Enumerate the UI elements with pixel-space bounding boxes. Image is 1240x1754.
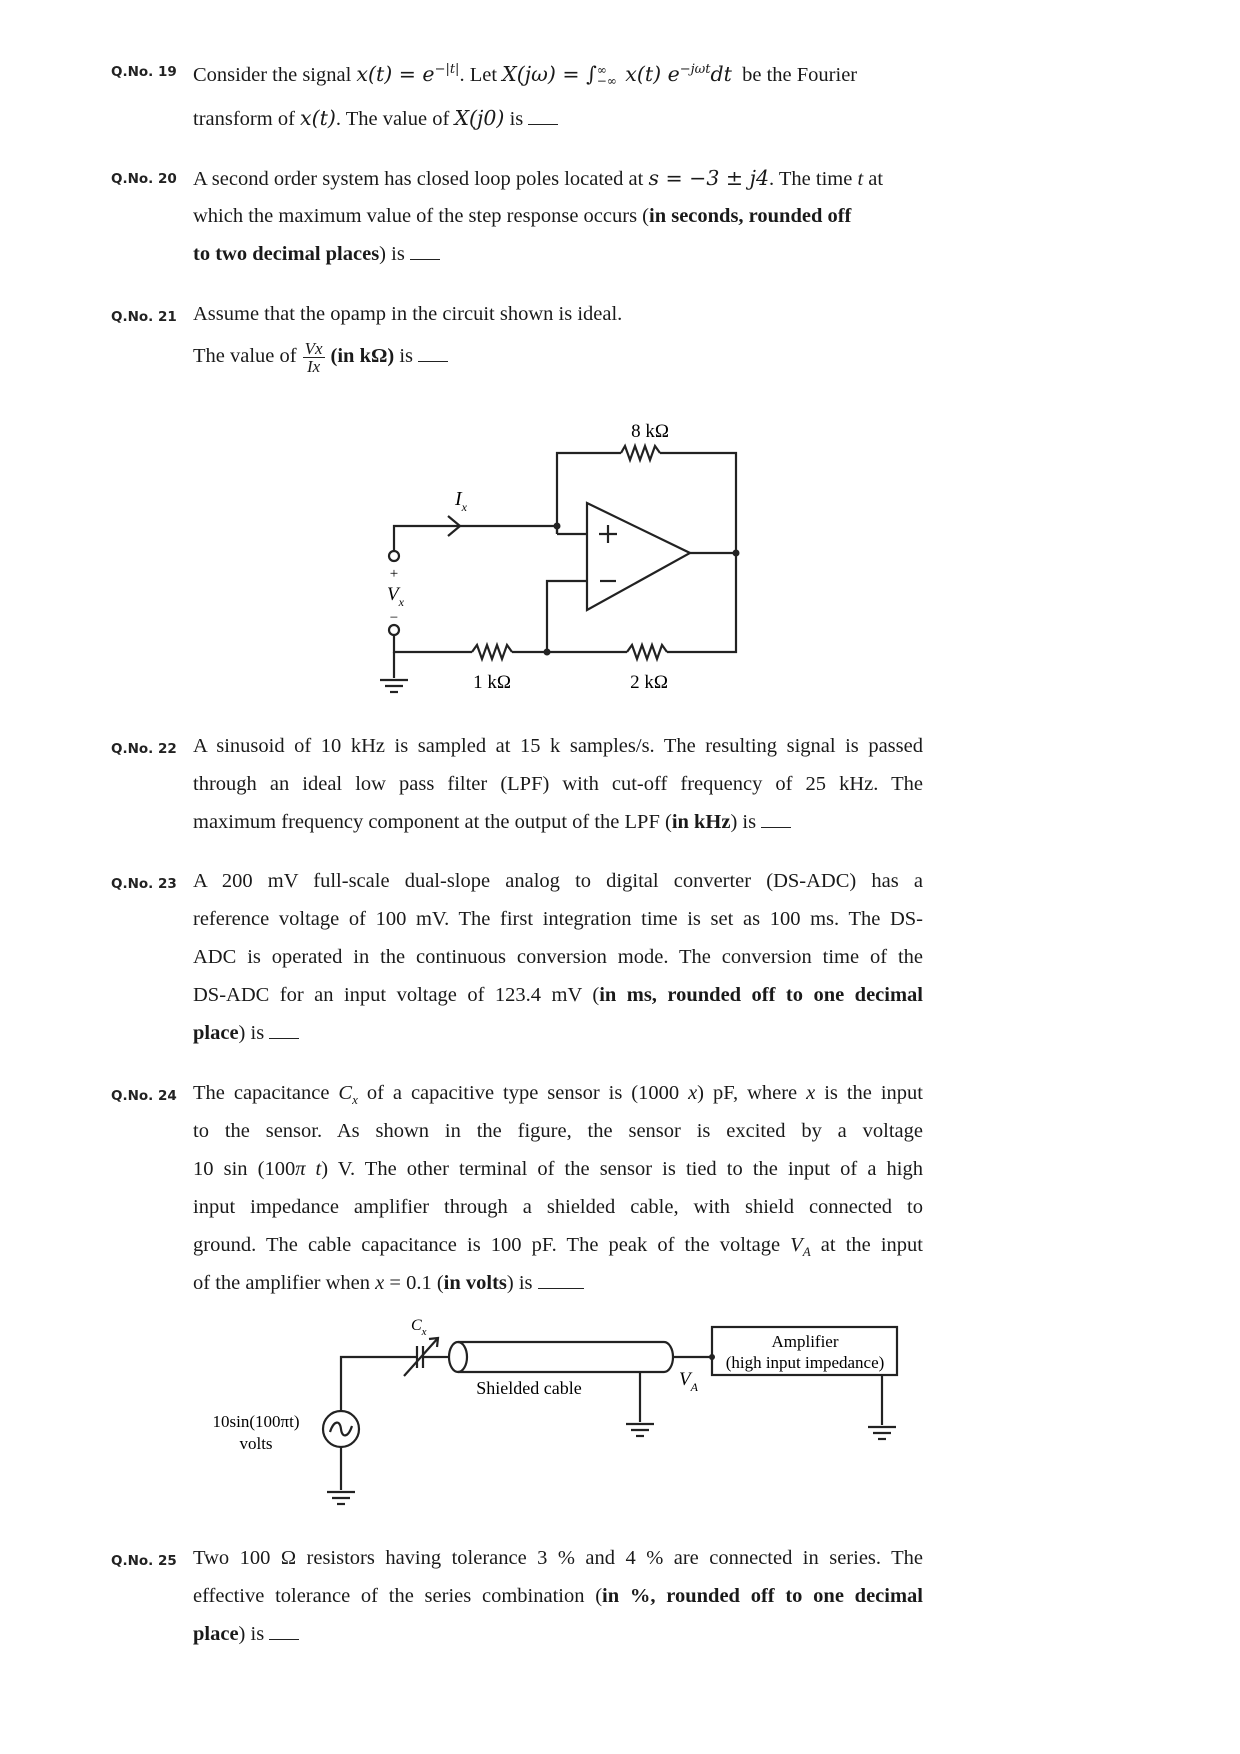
text: ground. The cable capacitance is 100 pF. The peak of the voltage xyxy=(193,1234,791,1256)
text: = 0.1 ( xyxy=(384,1272,444,1294)
question-text-line: reference voltage of 100 mV. The first integration time is set as 100 ms. The DS- xyxy=(193,908,923,930)
math: X(j0) xyxy=(454,106,505,130)
text: is the input xyxy=(815,1082,923,1104)
text: which the maximum value of the step response occurs ( xyxy=(193,205,649,227)
text: ) is xyxy=(506,1272,533,1294)
text: is xyxy=(394,345,414,368)
limit-lower: −∞ xyxy=(596,74,617,89)
question-text-line: Two 100 Ω resistors having tolerance 3 % and 4 % are connected in series. The xyxy=(193,1547,923,1569)
question-text-line xyxy=(193,1622,923,1646)
bold-text: in ms, rounded off to one decimal xyxy=(599,984,923,1006)
question-number: Q.No. 25 xyxy=(111,1553,177,1569)
text: ) is xyxy=(379,243,405,265)
text: The capacitance xyxy=(193,1082,339,1104)
question-text-line xyxy=(193,1584,923,1608)
text: The value of xyxy=(193,345,297,368)
text: Consider the signal xyxy=(193,64,357,86)
cable-label: Shielded cable xyxy=(476,1378,582,1398)
math: x(t) e xyxy=(618,62,680,86)
text: transform of xyxy=(193,108,301,130)
question-text-line: A 200 mV full-scale dual-slope analog to digital converter (DS-ADC) has a xyxy=(193,870,923,892)
text: . The time xyxy=(769,168,858,190)
question-number: Q.No. 21 xyxy=(111,309,177,325)
question-text-line: Assume that the opamp in the circuit shown is ideal. xyxy=(193,303,623,325)
math: s = −3 ± j4 xyxy=(648,166,770,190)
question-number: Q.No. 24 xyxy=(111,1088,177,1104)
bold-text: to two decimal places xyxy=(193,243,380,265)
question-text-line: input impedance amplifier through a shielded cable, with shield connected to xyxy=(193,1196,923,1218)
question-number: Q.No. 22 xyxy=(111,741,177,757)
text: at xyxy=(863,168,884,190)
text: ) is xyxy=(238,1623,265,1645)
math: C xyxy=(338,1082,353,1104)
amplifier-impedance-label: (high input impedance) xyxy=(725,1353,885,1372)
question-text-line: ADC is operated in the continuous conversion mode. The conversion time of the xyxy=(193,946,923,968)
cx-label: $C_x$ xyxy=(411,1317,427,1338)
va-label: $V_A$ xyxy=(679,1369,698,1394)
bold-text: in %, rounded off to one decimal xyxy=(602,1585,923,1607)
text: A second order system has closed loop poles located at xyxy=(193,168,649,190)
math: x xyxy=(375,1272,385,1294)
text: of the amplifier when xyxy=(193,1272,376,1294)
text: ) pF, where xyxy=(697,1082,807,1104)
text: ) is xyxy=(238,1022,265,1044)
fraction-denominator: Ix xyxy=(306,357,321,376)
math: V xyxy=(790,1234,803,1256)
text: . Let xyxy=(459,64,503,86)
limit-upper: ∞ xyxy=(596,63,607,78)
math: t xyxy=(857,168,864,190)
question-text-line: to the sensor. As shown in the figure, the sensor is excited by a voltage xyxy=(193,1120,923,1142)
text: ) V. The other terminal of the sensor is tied to the input of a high xyxy=(321,1158,923,1180)
fraction-numerator: Vx xyxy=(304,339,323,358)
text: at the input xyxy=(810,1234,923,1256)
math: x(t) = e xyxy=(356,62,435,86)
text: 10 sin (100 xyxy=(193,1158,296,1180)
text: effective tolerance of the series combination ( xyxy=(193,1585,603,1607)
amplifier-label: Amplifier xyxy=(771,1332,839,1351)
text: . The value of xyxy=(335,108,455,130)
text: maximum frequency component at the output of the LPF ( xyxy=(193,811,672,833)
resistor-label-1k: 1 kΩ xyxy=(473,672,511,693)
bold-text: (in kΩ) xyxy=(330,345,395,368)
resistor-label-2k: 2 kΩ xyxy=(630,672,668,693)
voltage-label: $V_x$ xyxy=(387,584,404,609)
text: of a capacitive type sensor is (1000 xyxy=(357,1082,689,1104)
text: DS-ADC for an input voltage of 123.4 mV ( xyxy=(193,984,600,1006)
minus-terminal-label: − xyxy=(389,610,399,626)
question-text-line: A sinusoid of 10 kHz is sampled at 15 k samples/s. The resulting signal is passed xyxy=(193,735,923,757)
math-sub: A xyxy=(802,1244,811,1260)
math: x(t) xyxy=(300,106,336,130)
question-text-line: through an ideal low pass filter (LPF) with cut-off frequency of 25 kHz. The xyxy=(193,773,923,795)
current-label: $I_x$ xyxy=(455,488,467,514)
math: π t xyxy=(295,1158,322,1180)
bold-text: in kHz xyxy=(671,811,731,833)
text: ) is xyxy=(730,811,757,833)
question-number: Q.No. 23 xyxy=(111,876,177,892)
question-number: Q.No. 20 xyxy=(111,171,177,187)
math-sub: x xyxy=(352,1092,358,1108)
math: x xyxy=(806,1082,816,1104)
bold-text: in volts xyxy=(443,1272,507,1294)
resistor-label-8k: 8 kΩ xyxy=(631,421,669,442)
text: be the Fourier xyxy=(742,64,858,86)
math: dt xyxy=(710,62,732,86)
math-sup: −|t| xyxy=(434,62,460,78)
plus-terminal-label: + xyxy=(389,566,399,582)
bold-text: in seconds, rounded off xyxy=(649,205,852,227)
answer-blank xyxy=(269,1627,299,1640)
bold-text: place xyxy=(193,1623,239,1645)
question-number: Q.No. 19 xyxy=(111,64,177,80)
math: x xyxy=(688,1082,698,1104)
text: is xyxy=(504,108,524,130)
source-unit-label: volts xyxy=(239,1434,273,1453)
source-label: 10sin(100πt) xyxy=(212,1412,300,1431)
math-sup: −jωt xyxy=(679,62,711,78)
math: X(jω) = ∫ xyxy=(502,62,597,86)
bold-text: place xyxy=(193,1022,239,1044)
